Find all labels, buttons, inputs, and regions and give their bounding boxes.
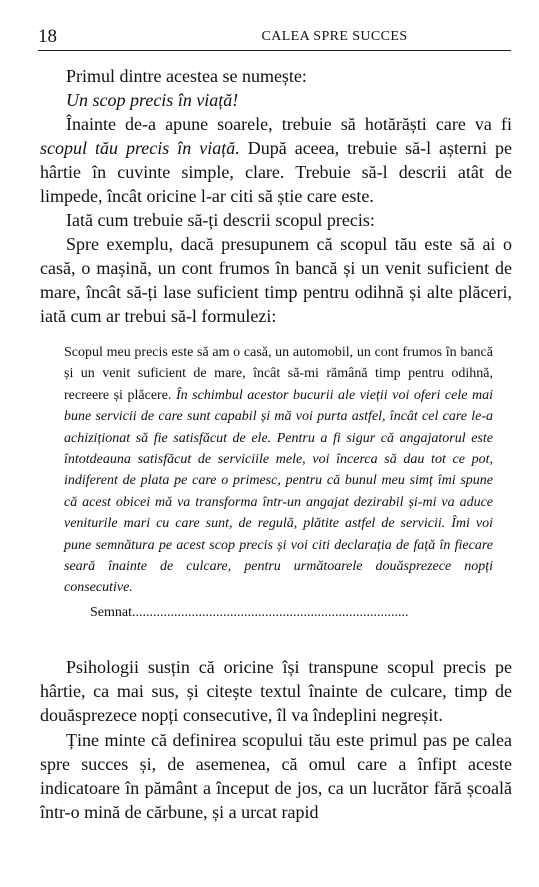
signature-dots: ............................................................................... [132, 604, 409, 620]
signature-line [64, 602, 493, 623]
paragraph-remember: Ține minte că definirea scopului tău este primul pas pe calea spre succes și, de asemenea, că omul care a înfipt aceste indicatoare în pământ a început de jos, ca un lucrător fără școală într-o mină de cărbune, și a urcat rapid [40, 729, 512, 823]
goal-statement-italic: În schimbul acestor bucurii ale vieții voi oferi cele mai bune servicii de care sunt capabil și mă voi purta astfel, încât cel care le-a achiziționat să fie satisfăcut de ele. Pentru a fi sigur că angajatorul este întotdeauna satisfăcut de serviciile mele, voi încerca să dau tot ce pot, indiferent de plata pe care o primesc, pentru că bunul meu simț îmi spune că acest obicei mă va transforma într-un angajat dezirabil și-mi va aduce veniturile mari cu care sunt, de regulă, plătite astfel de servicii. Îmi voi pune semnătura pe acest scop precis și voi citi declarația de față în fiecare seară înainte de culcare, pentru următoarele douăsprezece nopți consecutive. [64, 387, 493, 596]
body-text-top [40, 64, 512, 328]
signature-label: Semnat [90, 604, 132, 620]
paragraph-goal-heading: Un scop precis în viață! [66, 90, 239, 110]
goal-statement-text [64, 342, 493, 599]
paragraph-before-sunset-italic: scopul tău precis în viață. [40, 138, 240, 158]
body-text-bottom [40, 655, 512, 824]
paragraph-before-sunset-part-a: Înainte de-a apune soarele, trebuie să hotărăști care va fi [66, 114, 512, 134]
paragraph-psychologists: Psihologii susțin că oricine își transpune scopul precis pe hârtie, ca mai sus, și citește textul înainte de culcare, timp de douăsprezece nopți consecutive, îl va îndeplini negreșit. [40, 657, 512, 726]
paragraph-intro: Primul dintre acestea se numește: [66, 66, 307, 86]
goal-statement [64, 342, 493, 623]
paragraph-example: Spre exemplu, dacă presupunem că scopul tău este să ai o casă, o mașină, un cont frumos în bancă și un venit suficient de mare, încât să-ți lase suficient timp pentru odihnă și alte plăceri, iată cum ar trebui să-l formulezi: [40, 234, 512, 326]
goal-statement-lead: Scopul meu precis este să am o casă, un automobil, un cont frumos în bancă și un venit suficient de mare, încât să-mi rămână timp pentru odihnă, recreere și plăcere. [64, 345, 493, 403]
paragraph-before-sunset [40, 112, 512, 208]
running-head [38, 24, 511, 51]
paragraph-how-to-describe: Iată cum trebuie să-ți descrii scopul precis: [66, 210, 375, 230]
page-number: 18 [38, 26, 57, 47]
paragraph-before-sunset-part-b: După aceea, trebuie să-l așterni pe hârtie în cuvinte simple, clare. Trebuie să-l descrii atât de limpede, încât oricine l-ar citi să știe care este. [40, 138, 513, 206]
running-title: CALEA SPRE SUCCES [261, 29, 408, 44]
